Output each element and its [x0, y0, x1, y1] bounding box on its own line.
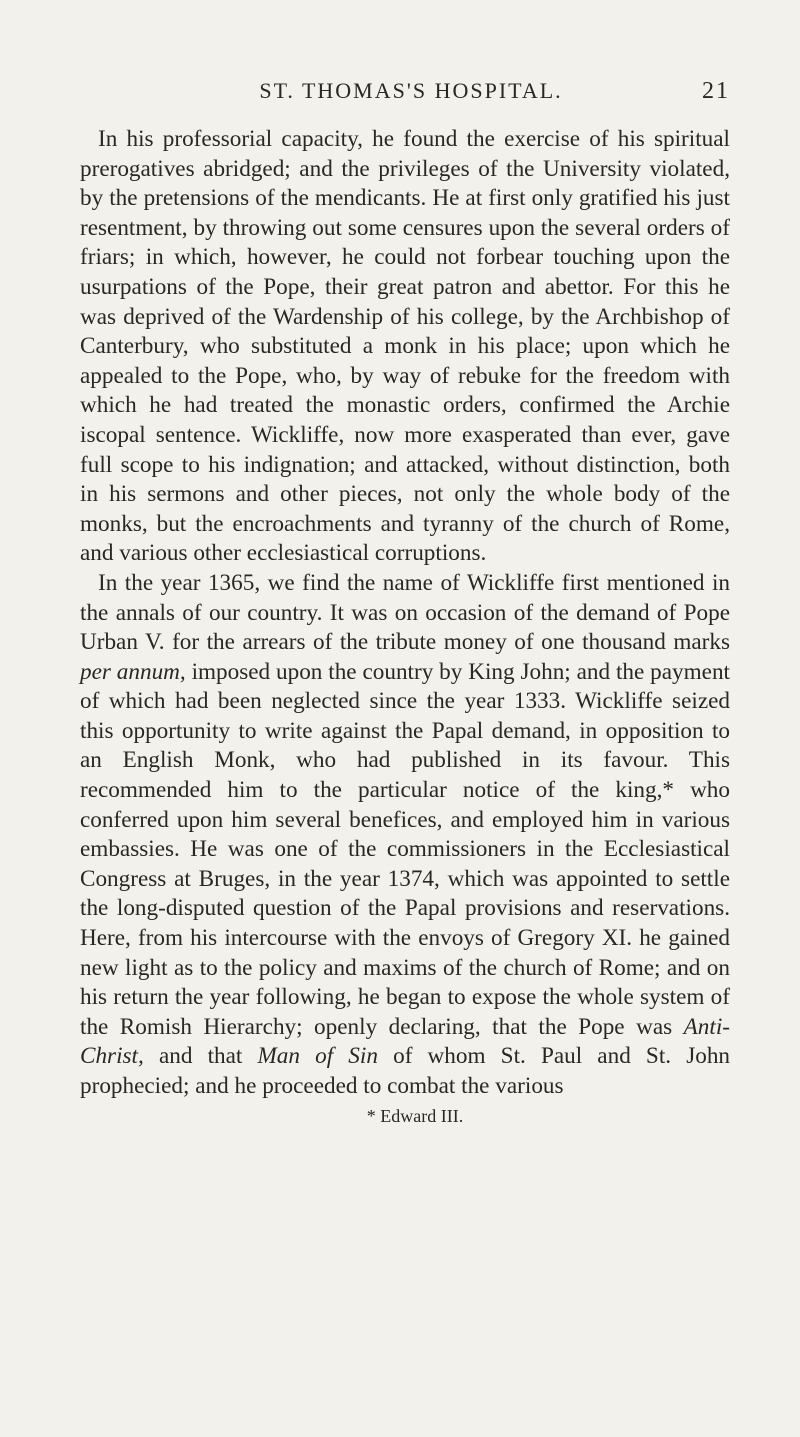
page-number: 21 — [702, 78, 730, 104]
footnote: * Edward III. — [366, 1105, 464, 1126]
paragraph-text: imposed upon the country by King John; and the payment of which had been neglected since the year 1333. Wickliffe seized this opportunity to write against the Papal demand, in opposition to an English Monk, who had published in its favour. This recommended him to the particular notice of the king,* who conferred upon him several benefices, and employed him in various embassies. He was one of the commissioners in the Ecclesiastical Congress at Bruges, in the year 1374, which was appointed to settle the long-disputed question of the Papal provisions and reservations. Here, from his intercourse with the envoys of Gregory XI. he gained new light as to the policy and maxims of the church of Rome; and on his return the year following, he began to expose the whole system of the Romish Hierarchy; openly declaring, that the Pope was — [80, 658, 730, 1040]
italic-phrase: Anti-Christ, — [80, 1013, 730, 1070]
italic-phrase: Man of Sin — [257, 1043, 378, 1070]
body-text — [80, 125, 730, 1102]
book-page — [80, 78, 730, 1127]
paragraph-text: In the year 1365, we find the name of Wickliffe first mentioned in the annals of our country. It was on occasion of the demand of Pope Urban V. for the arrears of the tribute money of one thousand marks — [80, 569, 730, 656]
running-title: ST. THOMAS'S HOSPITAL. — [259, 78, 563, 103]
italic-phrase: per annum, — [80, 658, 186, 685]
paragraph: In his professorial capacity, he found the exercise of his spiritual prerogatives abridged; and the privileges of the University violated, by the pretensions of the mendicants. He at first only gratified his just resentment, by throwing out some censures upon the several orders of friars; in which, however, he could not forbear touching upon the usurpations of the Pope, their great patron and abettor. For this he was deprived of the Wardenship of his college, by the Archbishop of Canterbury, who substituted a monk in his place; upon which he appealed to the Pope, who, by way of rebuke for the freedom with which he had treated the monastic orders, confirmed the Archie iscopal sentence. Wickliffe, now more exasperated than ever, gave full scope to his indignation; and attacked, without distinction, both in his sermons and other pieces, not only the whole body of the monks, but the encroachments and tyranny of the church of Rome, and various other ecclesiastical corruptions. — [80, 126, 730, 567]
running-head — [80, 78, 730, 105]
paragraph — [80, 569, 730, 1102]
paragraph-text: of whom St. Paul and St. John prophecied; and he proceeded to combat the various — [80, 1043, 731, 1099]
paragraph-text: and that — [143, 1043, 258, 1070]
